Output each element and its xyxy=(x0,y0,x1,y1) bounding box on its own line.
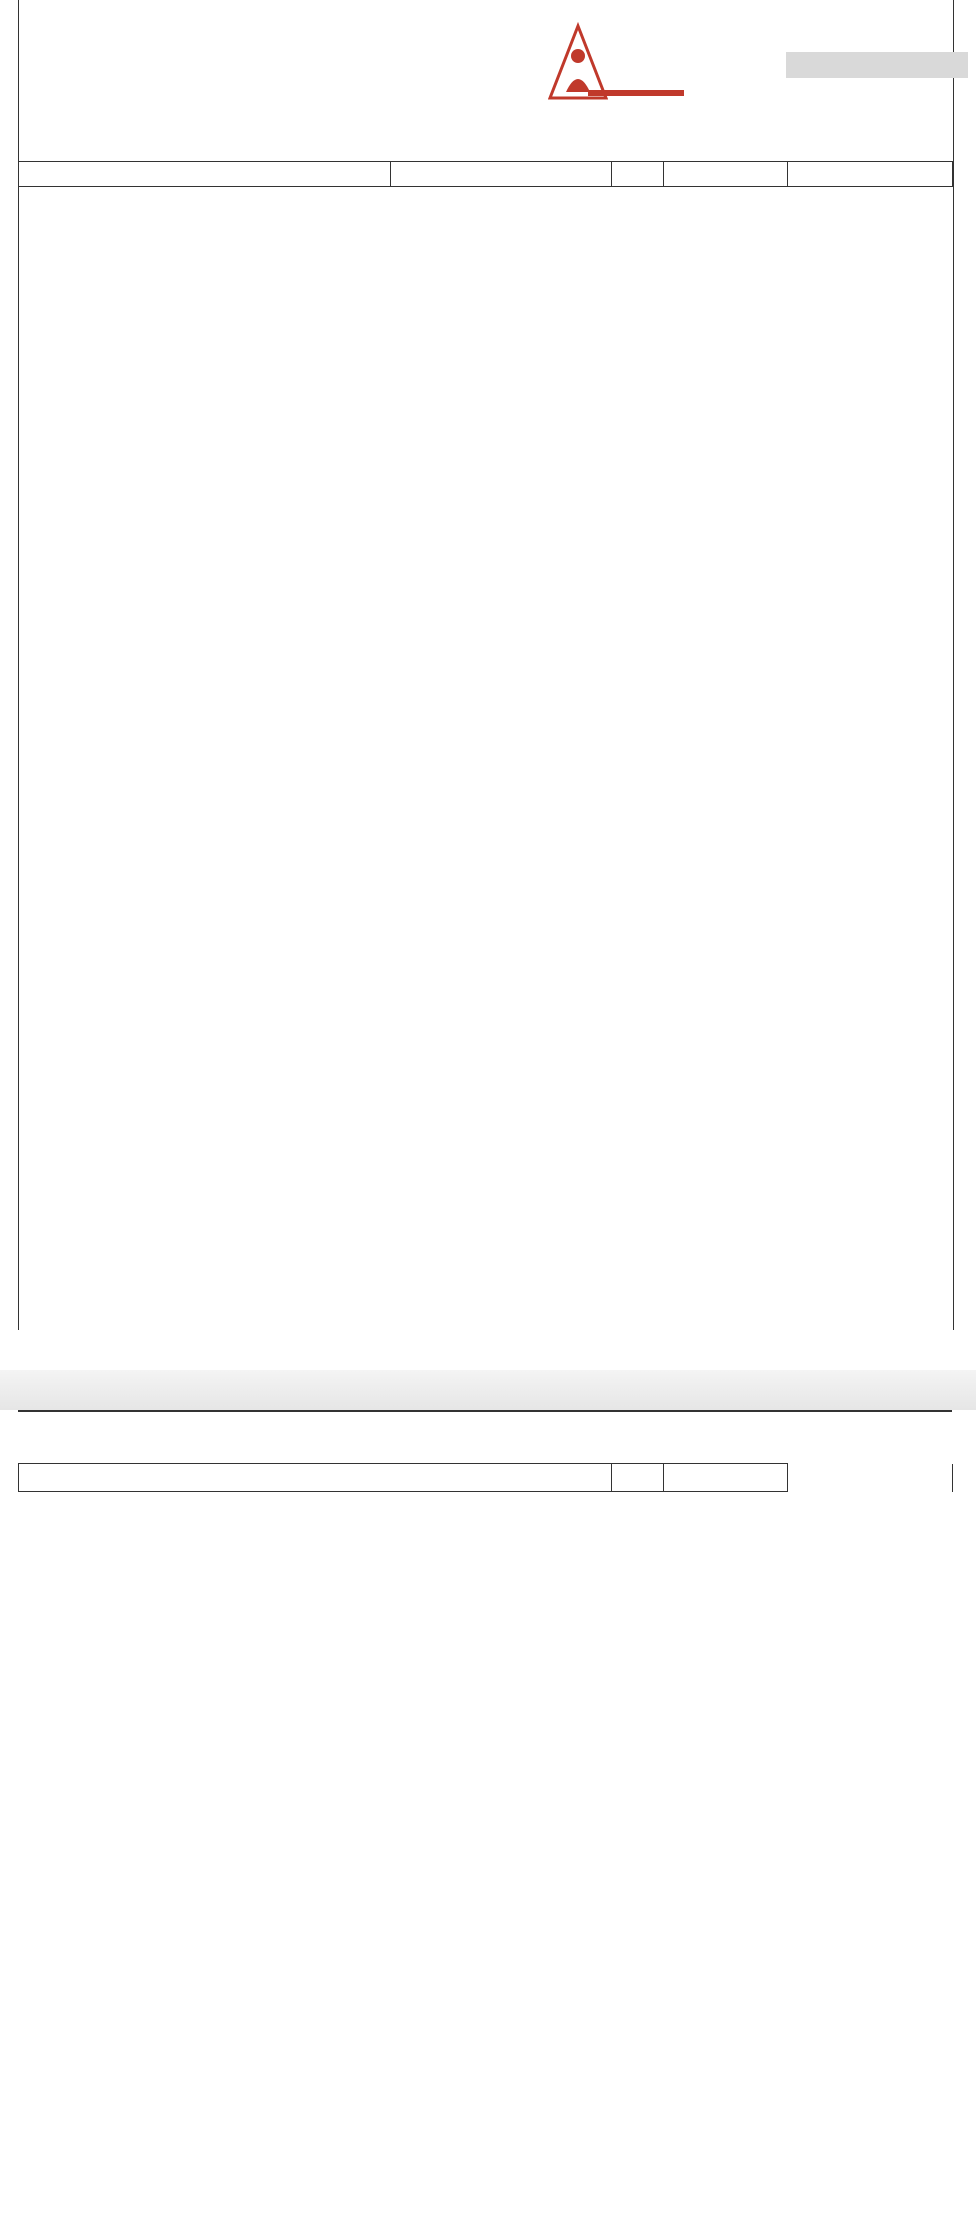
footer-notice xyxy=(18,1410,952,1412)
date-value xyxy=(786,52,968,78)
total-empty-cell xyxy=(664,1464,788,1492)
total-label xyxy=(19,1464,612,1492)
document-page-2 xyxy=(0,1410,976,2213)
total-value xyxy=(612,1464,664,1492)
col-header-experiencia xyxy=(664,162,788,187)
total-row xyxy=(19,1464,953,1492)
page-frame xyxy=(18,0,954,1330)
vacancies-table-page-1 xyxy=(18,161,953,187)
uai-logo xyxy=(548,22,688,102)
table-header-row xyxy=(19,162,953,187)
page-break xyxy=(0,1370,976,1410)
col-header-observacoes xyxy=(788,162,953,187)
logo-underline xyxy=(588,90,684,96)
total-empty-cell xyxy=(788,1464,953,1492)
col-header-qtde xyxy=(612,162,664,187)
col-header-vagas xyxy=(19,162,391,187)
vacancies-table-page-2 xyxy=(18,1463,953,1492)
document-header xyxy=(18,0,952,160)
col-header-escolaridade xyxy=(391,162,612,187)
